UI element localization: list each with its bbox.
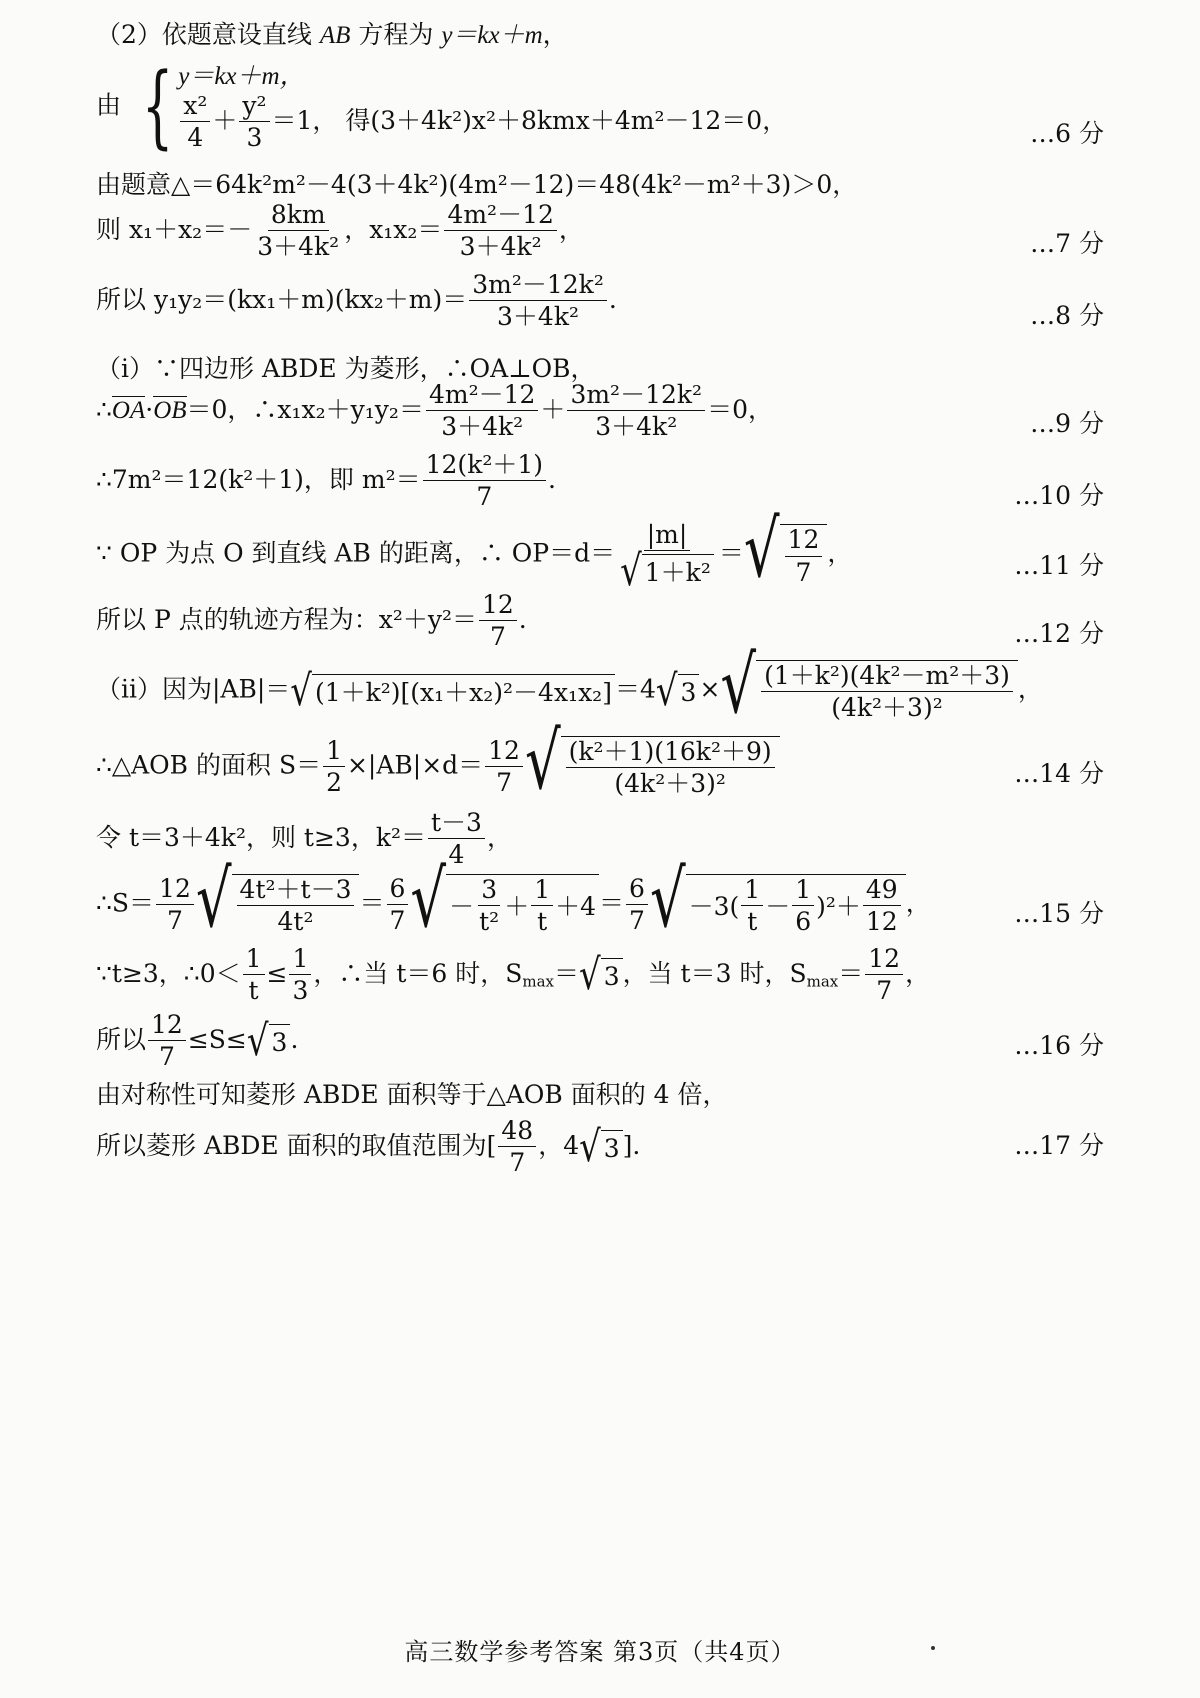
sqrt-icon: √	[524, 716, 561, 808]
score: …8 分	[1030, 301, 1104, 330]
line-discriminant: 由题意△＝64k²m²－4(3＋4k²)(4m²－12)＝48(4k²－m²＋3)＞0，	[96, 170, 858, 199]
sqrt: √ 3	[247, 1024, 291, 1058]
sqrt-icon: √	[720, 640, 757, 732]
score: …17 分	[1014, 1131, 1104, 1160]
text: （2）依题意设直线	[96, 20, 320, 49]
fraction: $\frac{1}{t}$	[741, 877, 763, 936]
scan-speck	[931, 1646, 935, 1650]
score: …6 分	[1030, 119, 1104, 148]
math: AB	[319, 22, 351, 49]
text: ，	[542, 20, 568, 49]
math: y＝kx＋m	[441, 22, 543, 49]
fraction: $\frac{48}{7}$	[498, 1118, 536, 1177]
score: …15 分	[1014, 899, 1104, 928]
sqrt: √ 3	[579, 1130, 623, 1164]
sqrt	[524, 716, 780, 808]
fraction: $\frac{1}{6}$	[792, 877, 814, 936]
line-s-transform: ∴S＝ $\frac{12}{7}$ √ $\frac{\text{4t²＋t－3}}{\text{4t²}}$ ＝ $\frac{6}{7}$ √ － $\frac{3}{\text{t²}}$ ＋ $\frac{1}{t}$ ＋4 ＝ $\frac{6}{7}$ √ －3( $\frac{1}{t}$ － $\frac{1}{6}$ )²＋ $\frac{49}{12}$ ，	[96, 874, 1104, 936]
fraction: $\frac{12}{7}$	[156, 876, 194, 935]
fraction: $\frac{1}{t}$	[531, 877, 553, 936]
line-y1y2: 所以 y₁y₂＝(kx₁＋m)(kx₂＋m)＝ $\frac{\text{3m²－12k²}}{\text{3＋4k²}}$ .	[96, 270, 617, 332]
math: y＝kx＋m，	[178, 62, 305, 90]
score: …9 分	[1030, 409, 1104, 438]
line-distance: ∵ OP 为点 O 到直线 AB 的距离，∴ OP＝d＝ |m| √ 1＋k² ＝ √ $\frac{12}{7}$ ，	[96, 505, 853, 597]
fraction: $\frac{\text{(1＋k²)(4k²－m²＋3)}}{\text{(4k²＋3)²}}$	[761, 663, 1013, 722]
score: …7 分	[1030, 229, 1104, 258]
fraction: $\frac{1}{2}$	[323, 738, 345, 797]
sqrt: √ － $\frac{3}{\text{t²}}$ ＋ $\frac{1}{t}$ ＋4	[410, 874, 599, 936]
fraction: $\frac{49}{12}$	[863, 877, 901, 936]
sqrt	[195, 854, 360, 946]
fraction: $\frac{\text{4m²－12}}{\text{3＋4k²}}$	[444, 202, 556, 261]
line-locus: 所以 P 点的轨迹方程为：x²＋y²＝ $\frac{12}{7}$ .	[96, 590, 527, 652]
sqrt: √ (1＋k²)[(x₁＋x₂)²－4x₁x₂]	[290, 674, 615, 708]
score: …14 分	[1014, 759, 1104, 788]
line-symmetry: 由对称性可知菱形 ABDE 面积等于△AOB 面积的 4 倍，	[96, 1080, 728, 1109]
sqrt-icon: √	[246, 1016, 269, 1067]
sqrt: √ －3( $\frac{1}{t}$ － $\frac{1}{6}$ )²＋ $\frac{49}{12}$	[650, 874, 906, 936]
sqrt-icon: √	[579, 1122, 601, 1173]
sqrt-icon: √	[410, 854, 447, 946]
line-part2-setup	[96, 22, 1104, 48]
fraction: $\frac{12}{7}$	[485, 738, 523, 797]
fraction: $\frac{\text{y²}}{3}$	[239, 93, 269, 152]
sqrt-icon: √	[620, 546, 642, 597]
fraction: $\frac{1}{t}$	[243, 946, 265, 1005]
vector-oa: OA	[111, 396, 146, 424]
line-s-range: 所以 $\frac{12}{7}$ ≤S≤ √ 3 .	[96, 1010, 299, 1072]
fraction: $\frac{12}{7}$	[785, 527, 823, 586]
fraction: $\frac{\text{3m²－12k²}}{\text{3＋4k²}}$	[469, 272, 607, 331]
score: …10 分	[1014, 481, 1104, 510]
fraction: $\frac{12}{7}$	[865, 946, 903, 1005]
fraction: $\frac{6}{7}$	[626, 876, 648, 935]
sqrt	[743, 505, 828, 597]
line-m-squared: ∴7m²＝12(k²＋1)，即 m²＝ $\frac{\text{12(k²＋1)}}{7}$ .	[96, 450, 556, 512]
fraction: $\frac{\text{4m²－12}}{\text{3＋4k²}}$	[426, 382, 538, 441]
brace-icon: {	[141, 54, 174, 159]
vector-ob: OB	[153, 396, 187, 424]
sqrt-icon: √	[743, 505, 780, 597]
score: …16 分	[1014, 1031, 1104, 1060]
line-dot-product: ∴OA·OB＝0，∴x₁x₂＋y₁y₂＝ $\frac{\text{4m²－12}}{\text{3＋4k²}}$ ＋ $\frac{\text{3m²－12k²}}{\text{3＋4k²}}$ ＝0，	[96, 380, 773, 442]
fraction: $\frac{1}{3}$	[289, 946, 311, 1005]
fraction: $\frac{\text{x²}}{4}$	[180, 93, 210, 152]
equation-system: { y＝kx＋m， $\frac{\text{x²}}{4}$ ＋ $\frac{\text{y²}}{3}$ ＝1， 得(3＋4k²)x²＋8kmx＋4m²－12＝0，	[141, 54, 788, 159]
line-ab-length: （ⅱ）因为|AB|＝ √ (1＋k²)[(x₁＋x₂)²－4x₁x₂] ＝4 √ 3 × √ $\frac{\text{(1＋k²)(4k²－m²＋3)}}{\text{(4k²＋3)²}}$ ，	[96, 660, 1104, 722]
sqrt-icon: √	[649, 854, 686, 946]
line-extrema: ∵t≥3，∴0＜ $\frac{1}{t}$ ≤ $\frac{1}{3}$ ，∴当 t＝6 时，$S_{max}=$ √ 3 ，当 t＝3 时，$S_{max}=$ $\frac{12}{7}$ ，	[96, 944, 931, 1006]
text: 方程为	[350, 20, 442, 49]
fraction: $\frac{\text{4t²＋t－3}}{\text{4t²}}$	[237, 877, 355, 936]
sqrt	[720, 640, 1018, 732]
line-substitution: 令 t＝3＋4k²，则 t≥3，k²＝ $\frac{t-3}{4}$ ，	[96, 808, 512, 870]
fraction: $\frac{6}{7}$	[387, 876, 409, 935]
line-vieta: 则 x₁＋x₂＝－ $\frac{8km}{\text{3＋4k²}}$ ，x₁x₂＝ $\frac{\text{4m²－12}}{\text{3＋4k²}}$ ，	[96, 200, 584, 262]
sqrt: √ 3	[579, 958, 623, 992]
sqrt: √ 3	[656, 674, 700, 708]
fraction: $\frac{8km}{\text{3＋4k²}}$	[257, 200, 340, 262]
fraction: $\frac{\text{12(k²＋1)}}{7}$	[423, 452, 546, 511]
line-final-range: 所以菱形 ABDE 面积的取值范围为[ $\frac{48}{7}$ ，4 √ 3 ].	[96, 1116, 641, 1178]
fraction: |m| √ 1＋k²	[617, 522, 717, 588]
sqrt-icon: √	[579, 950, 601, 1001]
fraction: $\frac{12}{7}$	[479, 592, 517, 651]
page-footer: 高三数学参考答案 第3页（共4页）	[404, 1638, 796, 1666]
sqrt-icon: √	[195, 854, 232, 946]
fraction: $\frac{3}{\text{t²}}$	[479, 875, 500, 937]
fraction: $\frac{t-3}{4}$	[428, 810, 485, 869]
text: 由	[96, 90, 122, 120]
text: 得(3＋4k²)x²＋8kmx＋4m²－12＝0，	[345, 105, 788, 135]
score: …12 分	[1014, 619, 1104, 648]
fraction: $\frac{\text{(k²＋1)(16k²＋9)}}{\text{(4k²＋3)²}}$	[566, 739, 775, 798]
score: …11 分	[1014, 551, 1104, 580]
line-rhombus: （ⅰ）∵四边形 ABDE 为菱形，∴OA⊥OB，	[96, 354, 596, 383]
sqrt-icon: √	[290, 665, 312, 716]
line-area: ∴△AOB 的面积 S＝ $\frac{1}{2}$ ×|AB|×d＝ $\frac{12}{7}$ √ $\frac{\text{(k²＋1)(16k²＋9)}}{\text{(4k²＋3)²}}$	[96, 736, 1104, 798]
fraction: $\frac{12}{7}$	[148, 1012, 186, 1071]
sqrt-icon: √	[655, 665, 678, 716]
line-system	[96, 54, 1104, 159]
fraction: $\frac{\text{3m²－12k²}}{\text{3＋4k²}}$	[567, 382, 705, 441]
